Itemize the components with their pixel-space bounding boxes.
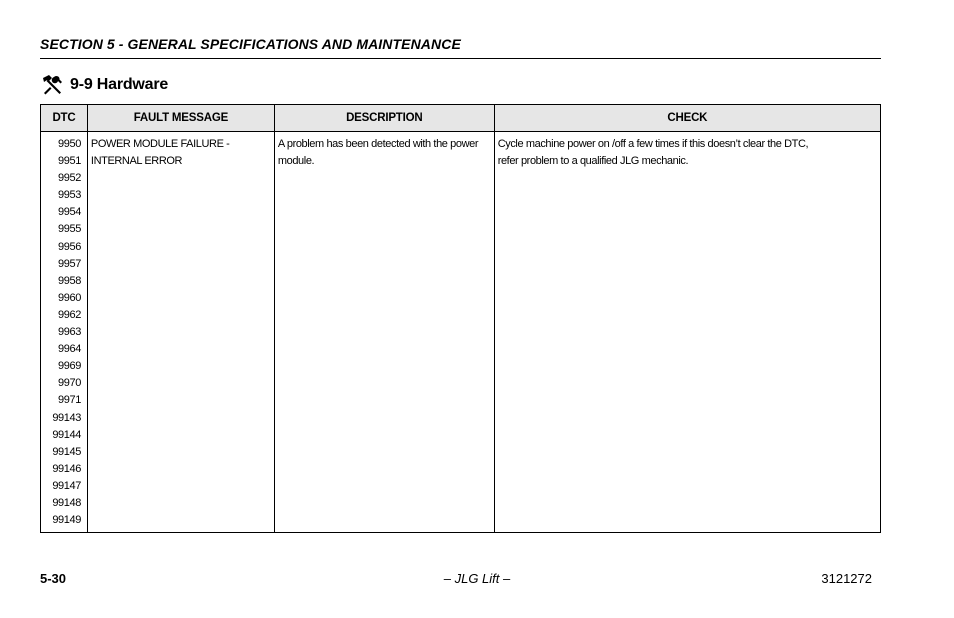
dtc-code: 99146 [52,462,81,475]
check-line: Cycle machine power on /off a few times if this doesn’t clear the DTC, [497,138,809,150]
header-divider [40,58,881,59]
dtc-code: 9970 [58,377,81,390]
table-header-row [41,105,881,132]
dtc-code: 9955 [58,223,81,236]
dtc-code: 9958 [58,274,81,287]
column-header-description: DESCRIPTION [274,105,494,132]
dtc-code: 99148 [52,496,81,509]
dtc-code: 9964 [58,343,81,356]
dtc-code: 9957 [58,257,81,270]
dtc-code: 9956 [58,240,81,253]
dtc-code: 9952 [58,172,81,185]
table-row [41,132,881,533]
subsection-title: 9-9 Hardware [70,76,169,93]
dtc-code: 9963 [58,326,81,339]
column-header-check: CHECK [494,105,880,132]
dtc-code: 9951 [58,155,81,168]
dtc-code: 99145 [52,445,81,458]
dtc-codes-cell [41,132,88,533]
dtc-code: 99144 [52,428,81,441]
dtc-code: 99149 [52,514,81,527]
page-number: 5-30 [40,571,67,586]
subsection-heading [40,74,168,96]
hammer-wrench-icon [40,74,64,96]
dtc-code: 9962 [58,308,81,321]
check-line: refer problem to a qualified JLG mechanic. [497,155,689,168]
column-header-dtc: DTC [41,105,88,132]
dtc-table [40,104,881,533]
dtc-code: 9960 [58,291,81,304]
dtc-code: 9971 [58,394,81,407]
fault-message-cell: POWER MODULE FAILURE - INTERNAL ERROR [87,132,274,533]
dtc-code: 9969 [58,360,81,373]
dtc-code: 99147 [52,479,81,492]
dtc-code: 9954 [58,206,81,219]
dtc-code: 9953 [58,189,81,202]
description-cell: A problem has been detected with the power module. [274,132,494,533]
dtc-code: 99143 [52,411,81,424]
section-title: SECTION 5 - GENERAL SPECIFICATIONS AND MAINTENANCE [40,36,461,52]
document-number: 3121272 [821,571,872,586]
check-cell [494,132,880,533]
dtc-code: 9950 [58,138,81,150]
footer-brand: – JLG Lift – [443,571,511,586]
column-header-fault-message: FAULT MESSAGE [87,105,274,132]
